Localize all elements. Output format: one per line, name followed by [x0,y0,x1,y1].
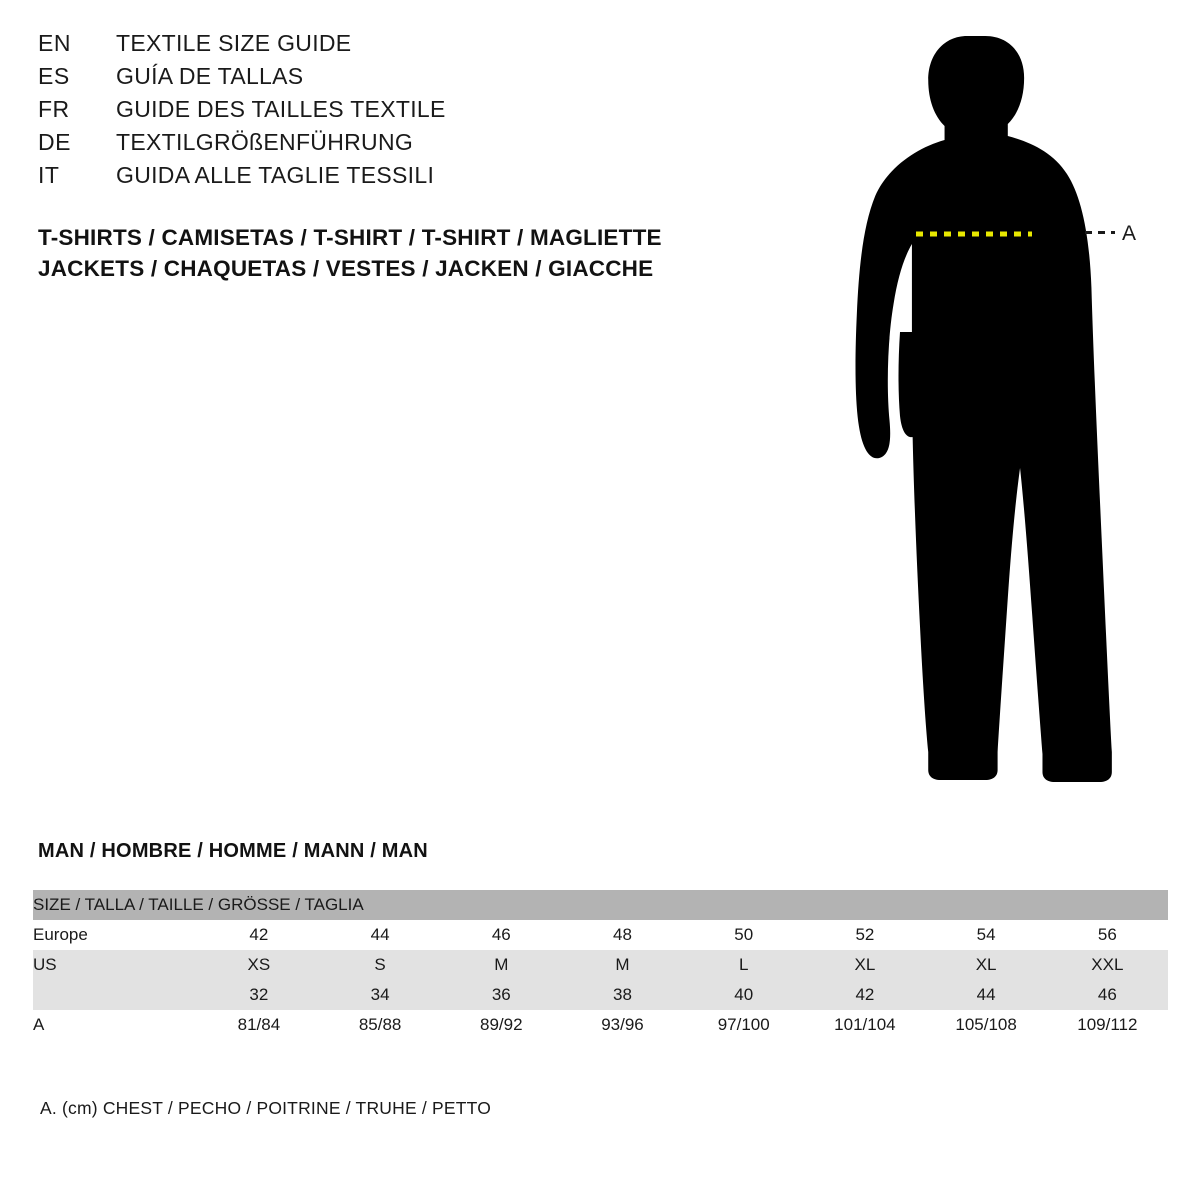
row-label: US [33,950,198,980]
language-title: GUIDE DES TAILLES TEXTILE [116,96,446,122]
table-cell: M [562,950,683,980]
measure-leader-line [1085,231,1115,234]
table-footnote: A. (cm) CHEST / PECHO / POITRINE / TRUHE / PETTO [40,1098,492,1118]
table-cell: L [683,950,804,980]
table-header-row [33,890,1168,920]
table-cell: 46 [441,920,562,950]
table-cell: 97/100 [683,1010,804,1040]
table-section-title: MAN / HOMBRE / HOMME / MANN / MAN [38,840,428,862]
language-title: TEXTILGRÖßENFÜHRUNG [116,129,414,155]
language-row [38,96,738,129]
language-row [38,63,738,96]
table-cell: 50 [683,920,804,950]
table-cell: 34 [319,980,440,1010]
table-header-label: SIZE / TALLA / TAILLE / GRÖSSE / TAGLIA [33,890,1168,920]
table-cell: 109/112 [1047,1010,1168,1040]
table-cell: 42 [804,980,925,1010]
language-row [38,30,738,63]
language-row [38,162,738,195]
language-title: GUÍA DE TALLAS [116,63,304,89]
garment-type-jackets: JACKETS / CHAQUETAS / VESTES / JACKEN / GIACCHE [38,256,654,281]
size-table [33,890,1168,1040]
table-cell: XXL [1047,950,1168,980]
garment-type-list [38,222,662,284]
table-cell: 42 [198,920,319,950]
table-cell: S [319,950,440,980]
table-cell: 32 [198,980,319,1010]
language-row [38,129,738,162]
table-cell: XL [926,950,1047,980]
table-cell: 105/108 [926,1010,1047,1040]
table-cell: XS [198,950,319,980]
table-cell: 46 [1047,980,1168,1010]
language-title: GUIDA ALLE TAGLIE TESSILI [116,162,435,188]
table-row [33,1010,1168,1040]
language-code: DE [38,129,71,155]
table-row [33,980,1168,1010]
silhouette-shape [856,36,1112,782]
table-cell: 38 [562,980,683,1010]
language-code: ES [38,63,70,89]
table-cell: 89/92 [441,1010,562,1040]
table-cell: 44 [926,980,1047,1010]
table-cell: 101/104 [804,1010,925,1040]
table-cell: 52 [804,920,925,950]
measure-label-a: A [1122,222,1137,245]
male-silhouette-illustration [820,20,1180,790]
language-title: TEXTILE SIZE GUIDE [116,30,352,56]
table-cell: 48 [562,920,683,950]
table-cell: 56 [1047,920,1168,950]
table-row [33,950,1168,980]
table-cell: 81/84 [198,1010,319,1040]
table-cell: 44 [319,920,440,950]
language-code: IT [38,162,60,188]
language-code: EN [38,30,71,56]
garment-type-tshirts: T-SHIRTS / CAMISETAS / T-SHIRT / T-SHIRT / MAGLIETTE [38,225,662,250]
table-cell: 85/88 [319,1010,440,1040]
row-label: A [33,1010,198,1040]
table-cell: 93/96 [562,1010,683,1040]
table-cell: 40 [683,980,804,1010]
table-cell: M [441,950,562,980]
language-title-list [38,30,738,195]
table-cell: 54 [926,920,1047,950]
table-cell: XL [804,950,925,980]
table-row [33,920,1168,950]
row-label: Europe [33,920,198,950]
language-code: FR [38,96,70,122]
row-label [33,980,198,1010]
table-cell: 36 [441,980,562,1010]
